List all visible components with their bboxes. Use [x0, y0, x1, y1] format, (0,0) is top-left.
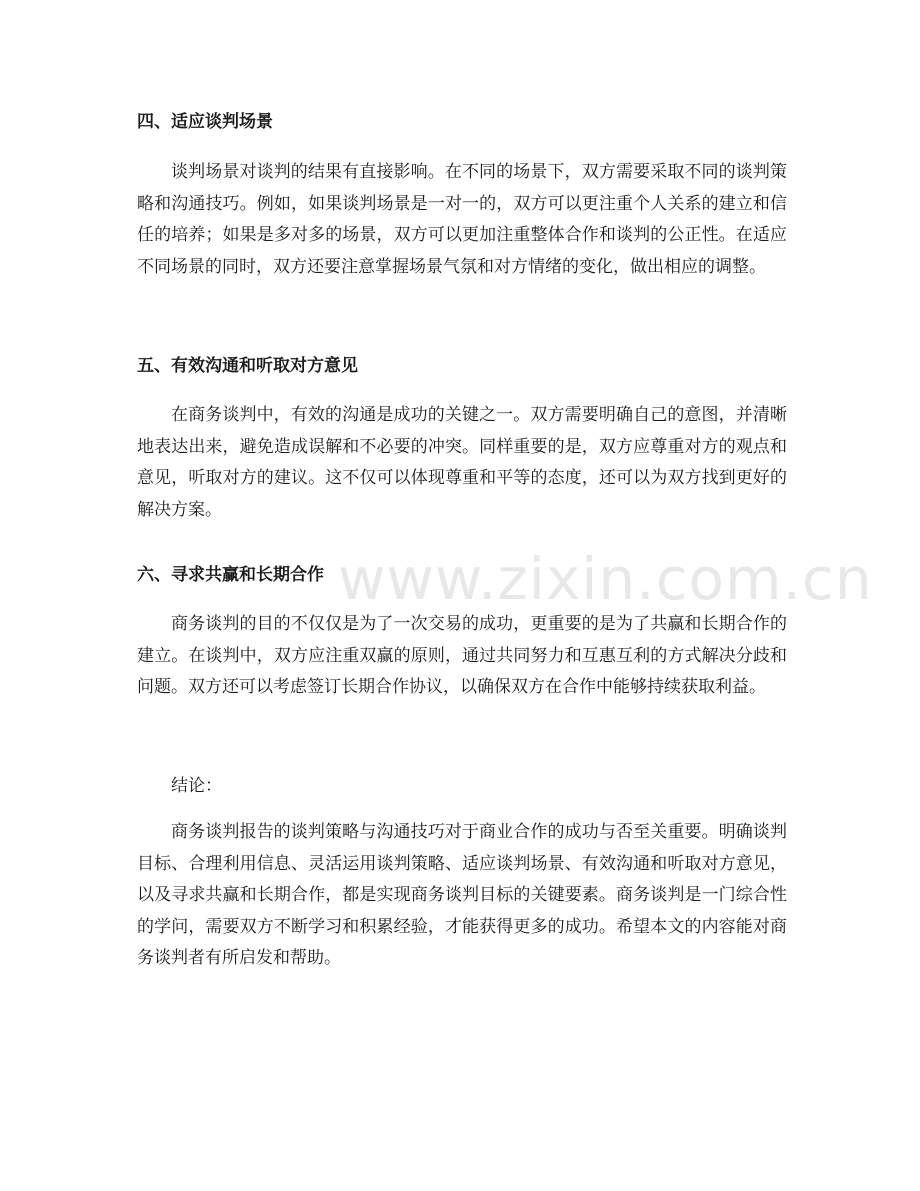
- section-heading-6: 六、寻求共赢和长期合作: [137, 565, 324, 585]
- section-heading-4: 四、适应谈判场景: [137, 112, 273, 132]
- watermark: www.zixin.com.cn: [338, 545, 873, 613]
- section-paragraph-6: 商务谈判的目的不仅仅是为了一次交易的成功，更重要的是为了共赢和长期合作的建立。在谈判中，双方应注重双赢的原则，通过共同努力和互惠互利的方式解决分歧和问题。双方还可以考虑签订长期合作协议，以确保双方在合作中能够持续获取利益。: [137, 614, 787, 697]
- conclusion-label: 结论：: [171, 776, 222, 796]
- section-heading-5: 五、有效沟通和听取对方意见: [137, 356, 358, 376]
- conclusion-paragraph: 商务谈判报告的谈判策略与沟通技巧对于商业合作的成功与否至关重要。明确谈判目标、合理利用信息、灵活运用谈判策略、适应谈判场景、有效沟通和听取对方意见，以及寻求共赢和长期合作，都是实现商务谈判目标的关键要素。商务谈判是一门综合性的学问，需要双方不断学习和积累经验，才能获得更多的成功。希望本文的内容能对商务谈判者有所启发和帮助。: [137, 822, 787, 968]
- section-paragraph-4: 谈判场景对谈判的结果有直接影响。在不同的场景下，双方需要采取不同的谈判策略和沟通技巧。例如，如果谈判场景是一对一的，双方可以更注重个人关系的建立和信任的培养；如果是多对多的场景，双方可以更加注重整体合作和谈判的公正性。在适应不同场景的同时，双方还要注意掌握场景气氛和对方情绪的变化，做出相应的调整。: [137, 162, 787, 277]
- section-paragraph-5: 在商务谈判中，有效的沟通是成功的关键之一。双方需要明确自己的意图，并清晰地表达出来，避免造成误解和不必要的冲突。同样重要的是，双方应尊重对方的观点和意见，听取对方的建议。这不仅可以体现尊重和平等的态度，还可以为双方找到更好的解决方案。: [137, 405, 787, 520]
